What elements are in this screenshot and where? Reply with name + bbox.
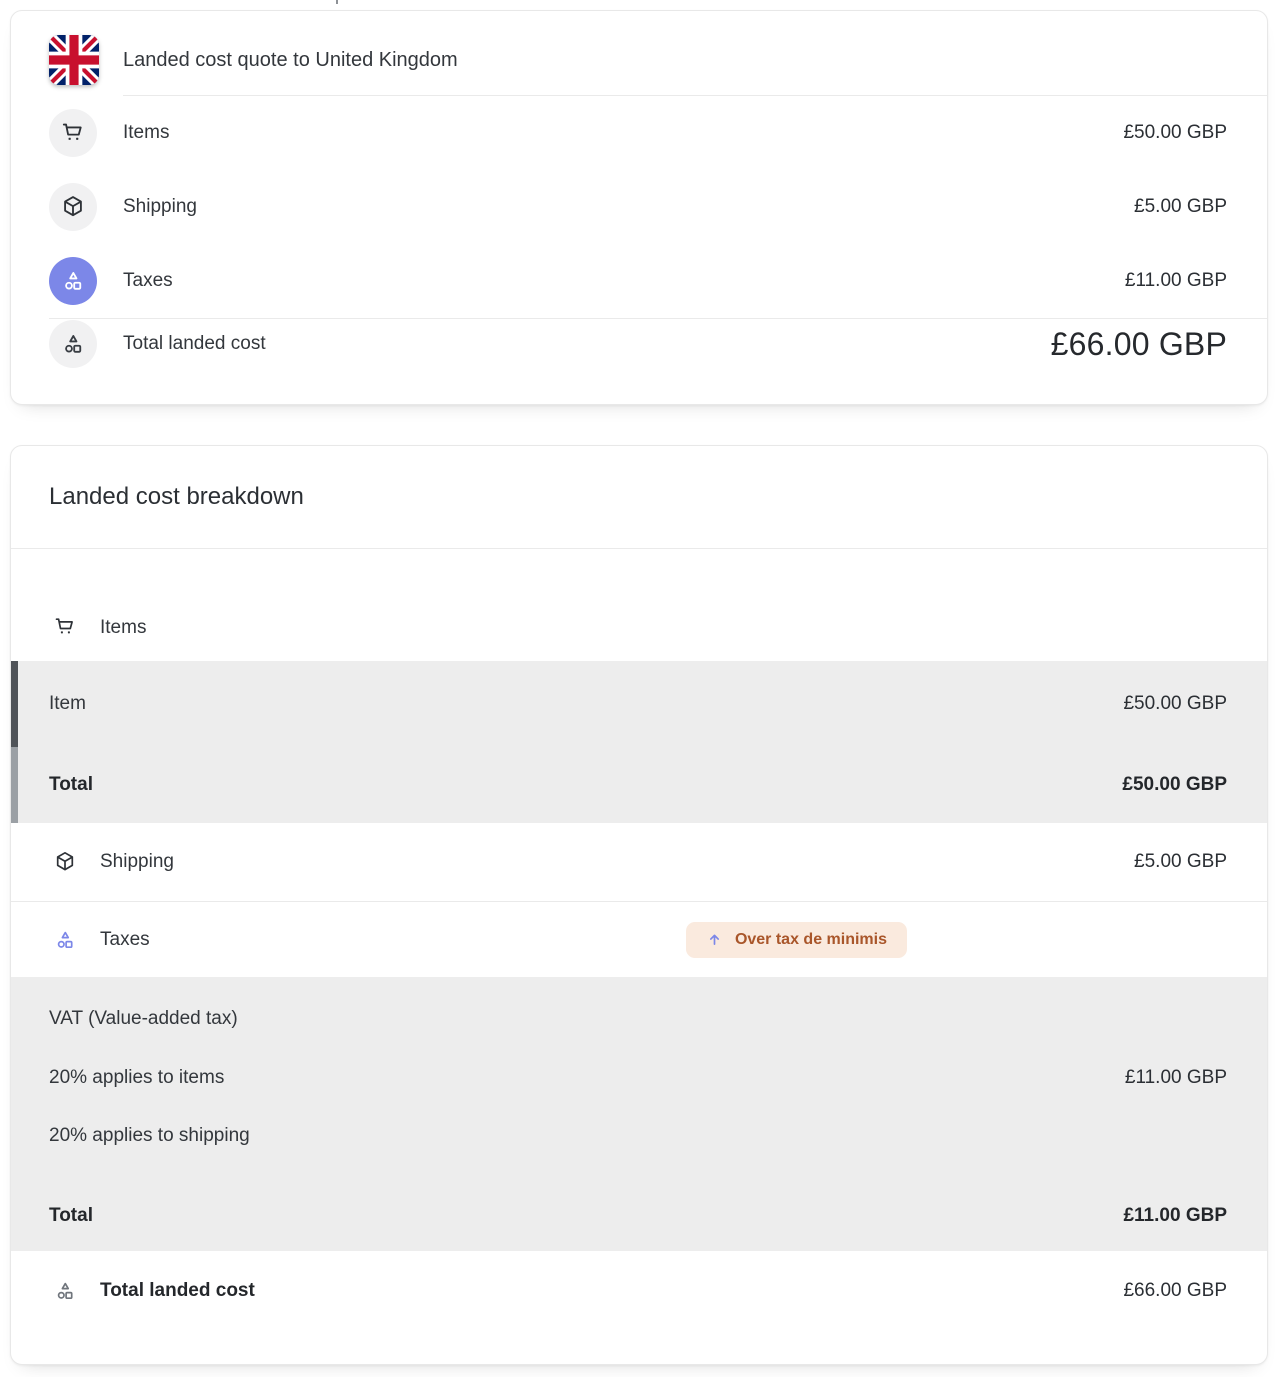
row-marker <box>11 747 18 823</box>
item-amount: £50.00 GBP <box>1123 693 1227 714</box>
arrow-up-icon <box>706 931 723 948</box>
quote-row-total <box>11 319 1267 405</box>
package-icon <box>53 850 77 874</box>
uk-flag-icon <box>49 35 99 85</box>
breakdown-shipping-row <box>11 823 1267 901</box>
table-row <box>49 1049 1227 1107</box>
vat-breakdown-section <box>11 977 1267 1251</box>
quote-taxes-label: Taxes <box>123 270 173 291</box>
quote-card-header <box>11 11 1267 95</box>
status-badge <box>686 922 907 958</box>
vat-line-amount: £11.00 GBP <box>1124 1067 1227 1088</box>
vat-name: VAT (Value-added tax) <box>49 1008 238 1029</box>
breakdown-shipping-label: Shipping <box>100 851 174 872</box>
shapes-icon <box>53 928 77 952</box>
vat-total-label: Total <box>49 1205 93 1226</box>
cart-icon <box>53 615 77 639</box>
landed-cost-breakdown-card <box>10 445 1268 1365</box>
breakdown-total-label: Total landed cost <box>100 1280 255 1301</box>
quote-shipping-amount: £5.00 GBP <box>1134 196 1227 217</box>
breakdown-shipping-amount: £5.00 GBP <box>1134 851 1227 872</box>
breakdown-items-label: Items <box>100 617 147 638</box>
items-total-label: Total <box>49 774 93 795</box>
quote-row-taxes <box>11 244 1267 318</box>
landed-cost-quote-card <box>10 10 1268 405</box>
breakdown-taxes-row <box>11 902 1267 977</box>
quote-total-amount: £66.00 GBP <box>1050 325 1227 362</box>
quote-shipping-label: Shipping <box>123 196 197 217</box>
items-breakdown-section <box>11 661 1267 823</box>
quote-row-items <box>11 96 1267 170</box>
breakdown-total-amount: £66.00 GBP <box>1123 1280 1227 1301</box>
shapes-icon <box>53 1279 77 1303</box>
item-label: Item <box>49 693 86 714</box>
vat-line-label: 20% applies to items <box>49 1067 225 1088</box>
shapes-icon <box>49 257 97 305</box>
quote-row-shipping <box>11 170 1267 244</box>
breakdown-total-row <box>11 1251 1267 1365</box>
items-total-amount: £50.00 GBP <box>1122 774 1227 795</box>
quote-taxes-amount: £11.00 GBP <box>1124 270 1227 291</box>
table-row <box>11 1181 1267 1251</box>
badge-label: Over tax de minimis <box>734 930 887 948</box>
row-marker <box>11 661 18 747</box>
table-row <box>11 747 1267 823</box>
table-row <box>11 661 1267 747</box>
shapes-icon <box>49 320 97 368</box>
quote-card-title: Landed cost quote to United Kingdom <box>123 48 458 71</box>
cart-icon <box>49 109 97 157</box>
vat-detail-block <box>11 977 1267 1181</box>
quote-items-label: Items <box>123 122 170 143</box>
quote-total-label: Total landed cost <box>123 333 266 354</box>
breakdown-items-section-header <box>11 549 1267 661</box>
vat-total-amount: £11.00 GBP <box>1123 1205 1227 1226</box>
table-row <box>49 1107 1227 1165</box>
vat-line-label: 20% applies to shipping <box>49 1125 250 1146</box>
cropped-content-artifact <box>336 0 338 4</box>
quote-items-amount: £50.00 GBP <box>1123 122 1227 143</box>
breakdown-taxes-label: Taxes <box>100 928 150 950</box>
breakdown-title: Landed cost breakdown <box>49 483 304 510</box>
package-icon <box>49 183 97 231</box>
